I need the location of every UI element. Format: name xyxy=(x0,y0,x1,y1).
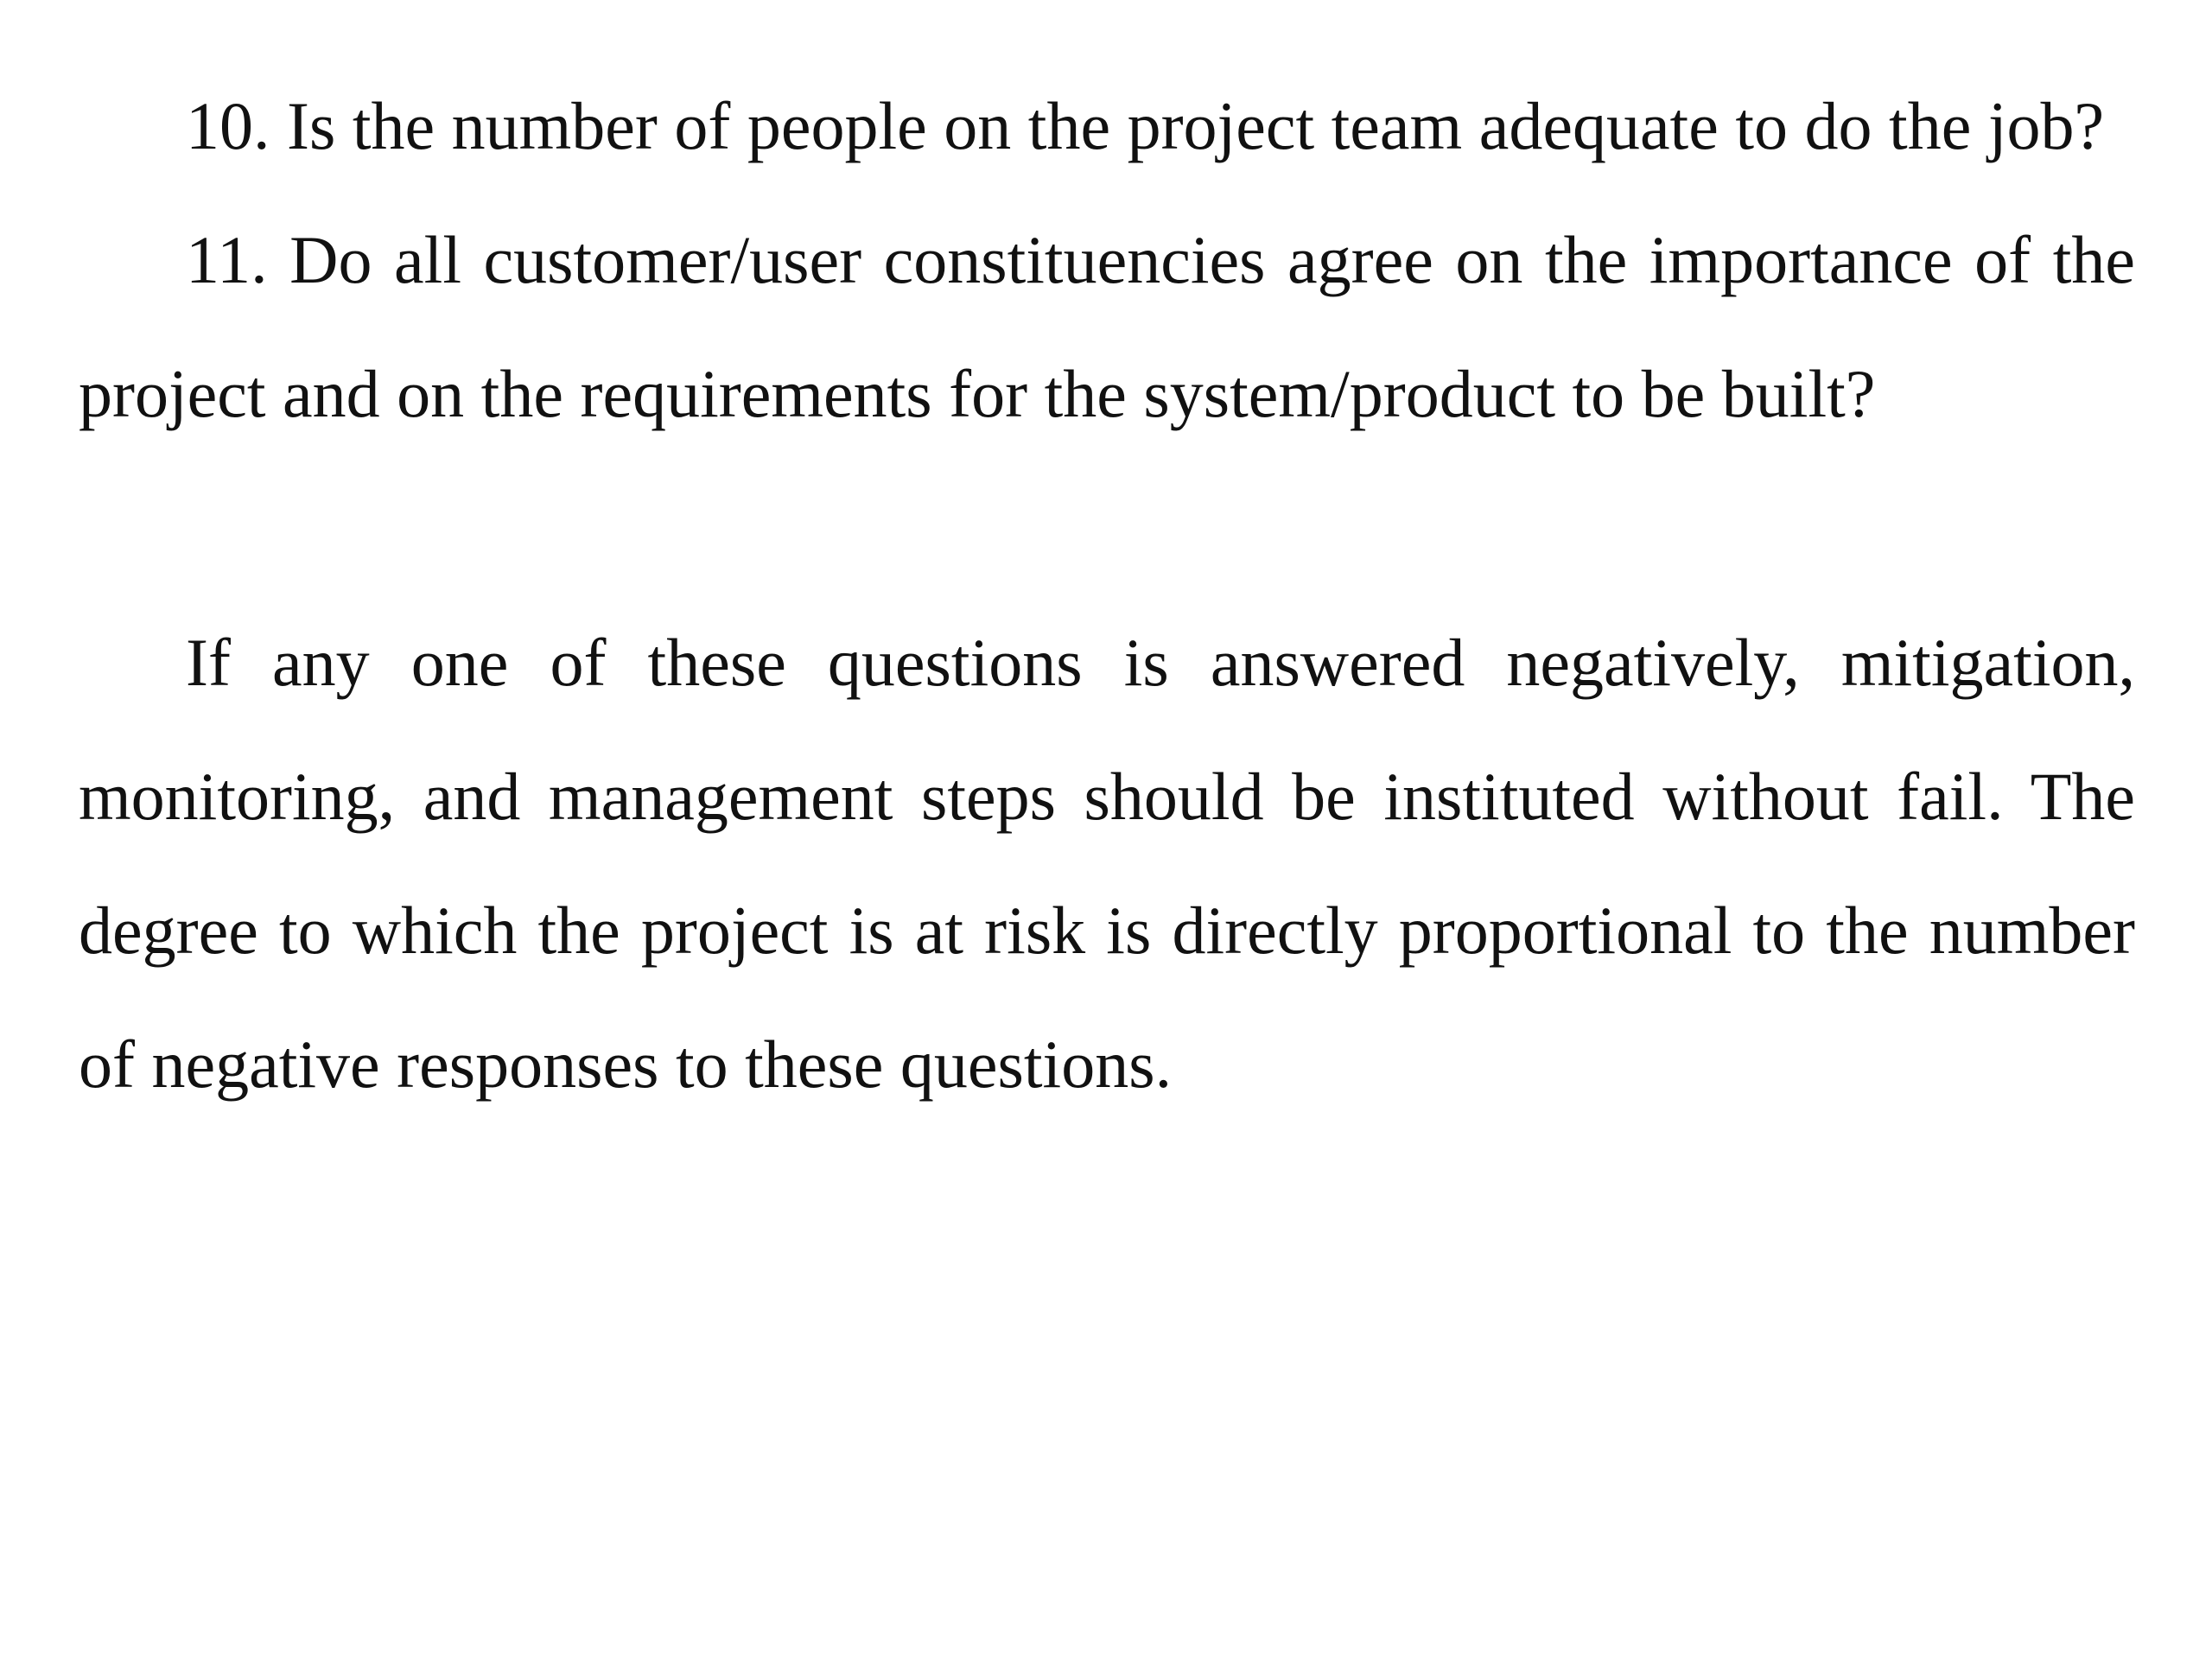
conclusion-paragraph: If any one of these questions is answered negatively, mitigation, monitoring, and management steps should be instituted without fail. The degree to which the project is at risk is directly proportional to the number of negative responses to these questions. xyxy=(79,625,2135,1102)
document-page xyxy=(79,0,2135,1659)
paragraph-gap xyxy=(79,461,2135,595)
question-11: 11. Do all customer/user constituencies agree on the importance of the project and on the requirements for the system/product to be built? xyxy=(79,222,2135,431)
question-10: 10. Is the number of people on the project team adequate to do the job? xyxy=(186,88,2105,163)
